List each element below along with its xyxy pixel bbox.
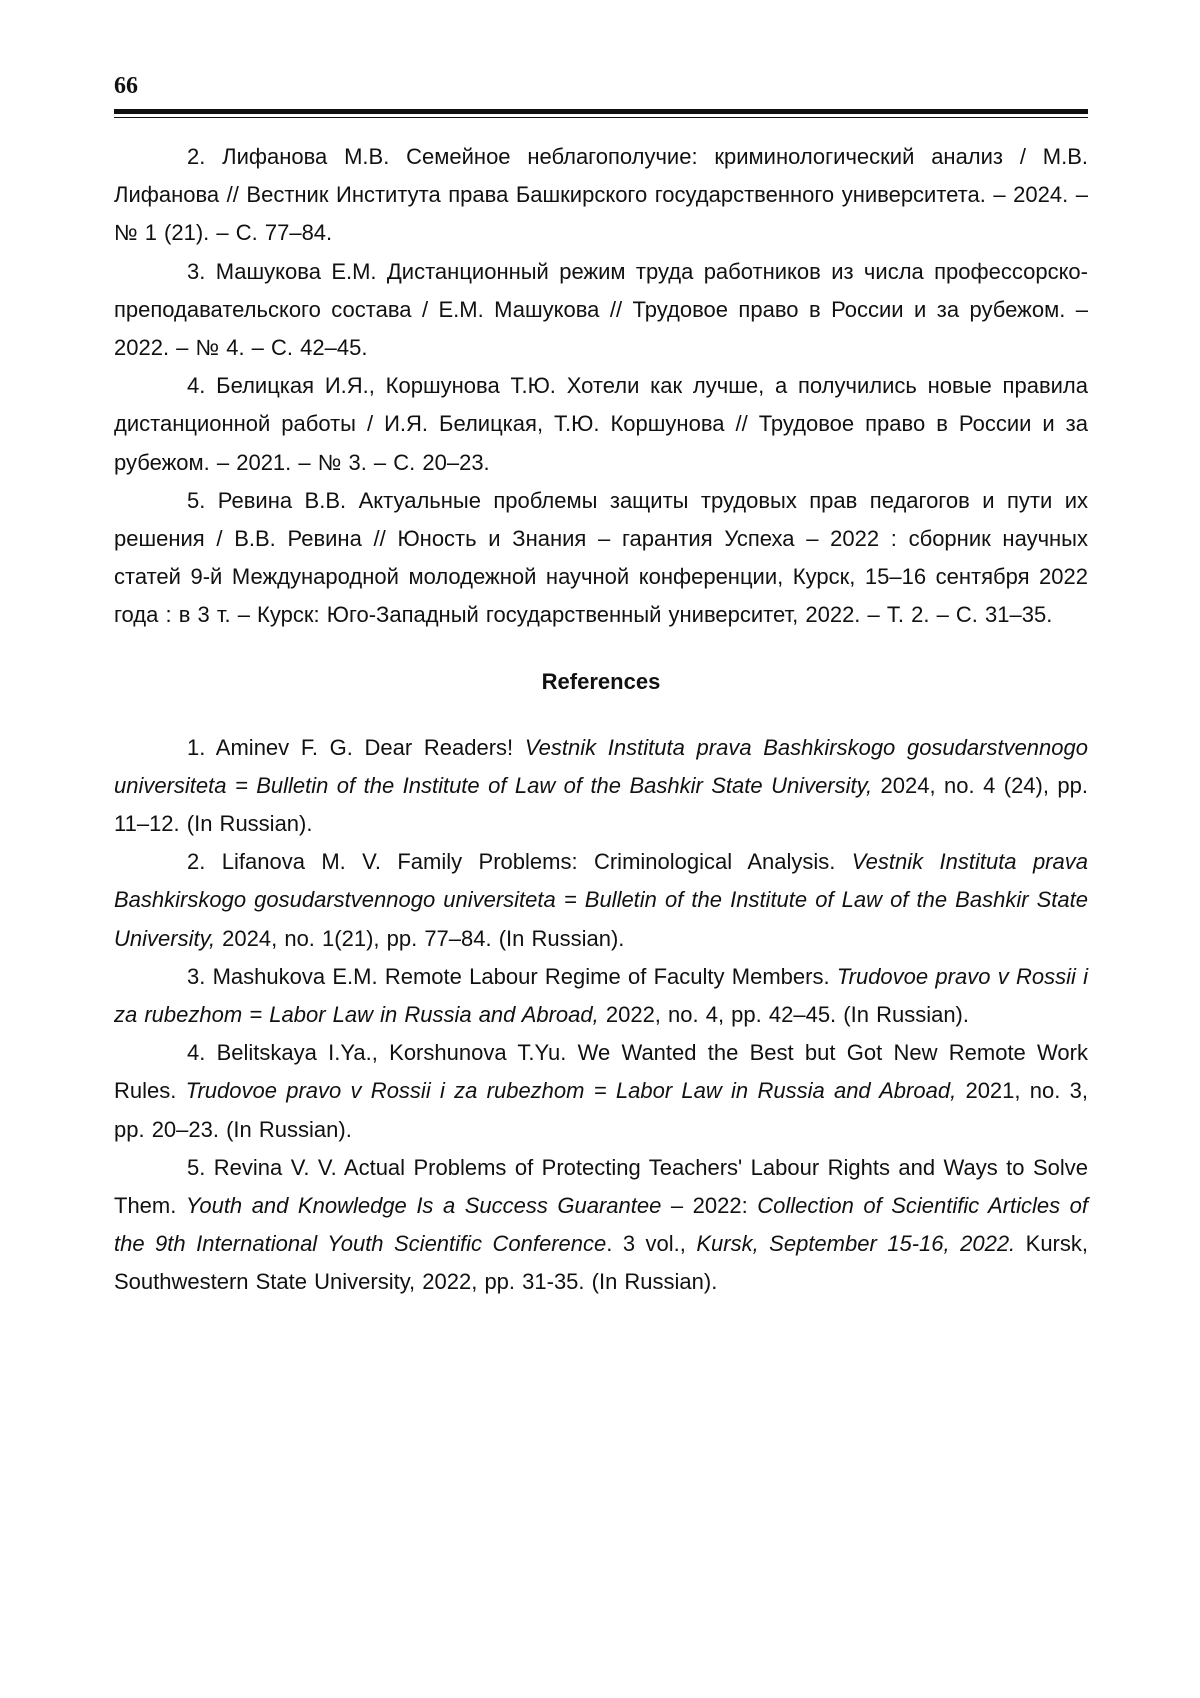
reference-4 [114, 1034, 1088, 1149]
reference-5-tail: Kursk, Southwestern State University, 2022, pp. 31-35. (In Russian). [114, 1231, 1088, 1295]
russian-reference-3: 3. Машукова Е.М. Дистанционный режим труда работников из числа профессорско-преподавательского состава / Е.М. Машукова // Трудовое право в России и за рубежом. – 2022. – № 4. – С. 42–45. [114, 258, 1088, 361]
page-number: 66 [114, 73, 138, 99]
reference-5-place-date: Kursk, September 15-16, 2022. [696, 1231, 1016, 1257]
reference-1 [114, 729, 1088, 844]
reference-5-mid: – 2022: [661, 1193, 758, 1219]
reference-2-lead: 2. Lifanova M. V. Family Problems: Criminological Analysis. [187, 849, 852, 875]
header-rule-thick [114, 109, 1088, 114]
reference-2 [114, 843, 1088, 958]
references-heading: References [541, 668, 661, 694]
reference-1-lead: 1. Aminev F. G. Dear Readers! [187, 734, 525, 760]
russian-reference-4: 4. Белицкая И.Я., Коршунова Т.Ю. Хотели как лучше, а получились новые правила дистанционной работы / И.Я. Белицкая, Т.Ю. Коршунова // Трудовое право в России и за рубежом. – 2021. – № 3. – С. 20–23. [114, 373, 1088, 475]
page-body [114, 138, 1088, 1302]
russian-reference-2: 2. Лифанова М.В. Семейное неблагополучие: криминологический анализ / М.В. Лифанова // Вестник Института права Башкирского государственного университета. – 2024. – № 1 (21). – С. 77–84. [114, 144, 1088, 246]
reference-4-journal: Trudovoe pravo v Rossii i za rubezhom = Labor Law in Russia and Abroad, [185, 1078, 957, 1104]
reference-3-lead: 3. Mashukova E.M. Remote Labour Regime of Faculty Members. [187, 963, 837, 989]
reference-1-tail: 2024, no. 4 (24), pp. 11–12. (In Russian). [114, 772, 1088, 837]
reference-5-collection: Collection of Scientific Articles of the 9th International Youth Scientific Conference [114, 1193, 1088, 1257]
reference-5 [114, 1149, 1088, 1302]
reference-5-lead: 5. Revina V. V. Actual Problems of Protecting Teachers' Labour Rights and Ways to Solve Them. [114, 1154, 1088, 1219]
header-rule-thin [114, 117, 1088, 118]
reference-5-volumes: . 3 vol., [606, 1231, 697, 1257]
reference-3-tail: 2022, no. 4, pp. 42–45. (In Russian). [598, 1002, 969, 1028]
reference-4-tail: 2021, no. 3, pp. 20–23. (In Russian). [114, 1078, 1088, 1142]
reference-5-title: Youth and Knowledge Is a Success Guarantee [185, 1193, 662, 1219]
reference-3-journal: Trudovoe pravo v Rossii i za rubezhom = Labor Law in Russia and Abroad, [114, 963, 1089, 1028]
reference-2-tail: 2024, no. 1(21), pp. 77–84. (In Russian). [215, 925, 625, 951]
russian-reference-5: 5. Ревина В.В. Актуальные проблемы защиты трудовых прав педагогов и пути их решения / В.В. Ревина // Юность и Знания – гарантия Успеха – 2022 : сборник научных статей 9-й Международной молодежной научной конференции, Курск, 15–16 сентября 2022 года : в 3 т. – Курск: Юго-Западный государственный университет, 2022. – Т. 2. – С. 31–35. [114, 487, 1088, 628]
reference-3 [114, 958, 1088, 1034]
reference-2-journal: Vestnik Instituta prava Bashkirskogo gosudarstvennogo universiteta = Bulletin of the Institute of Law of the Bashkir State University, [114, 849, 1088, 951]
reference-4-lead: 4. Belitskaya I.Ya., Korshunova T.Yu. We Wanted the Best but Got New Remote Work Rules. [114, 1040, 1088, 1104]
reference-1-journal: Vestnik Instituta prava Bashkirskogo gosudarstvennogo universiteta = Bulletin of the Institute of Law of the Bashkir State University, [114, 734, 1088, 798]
